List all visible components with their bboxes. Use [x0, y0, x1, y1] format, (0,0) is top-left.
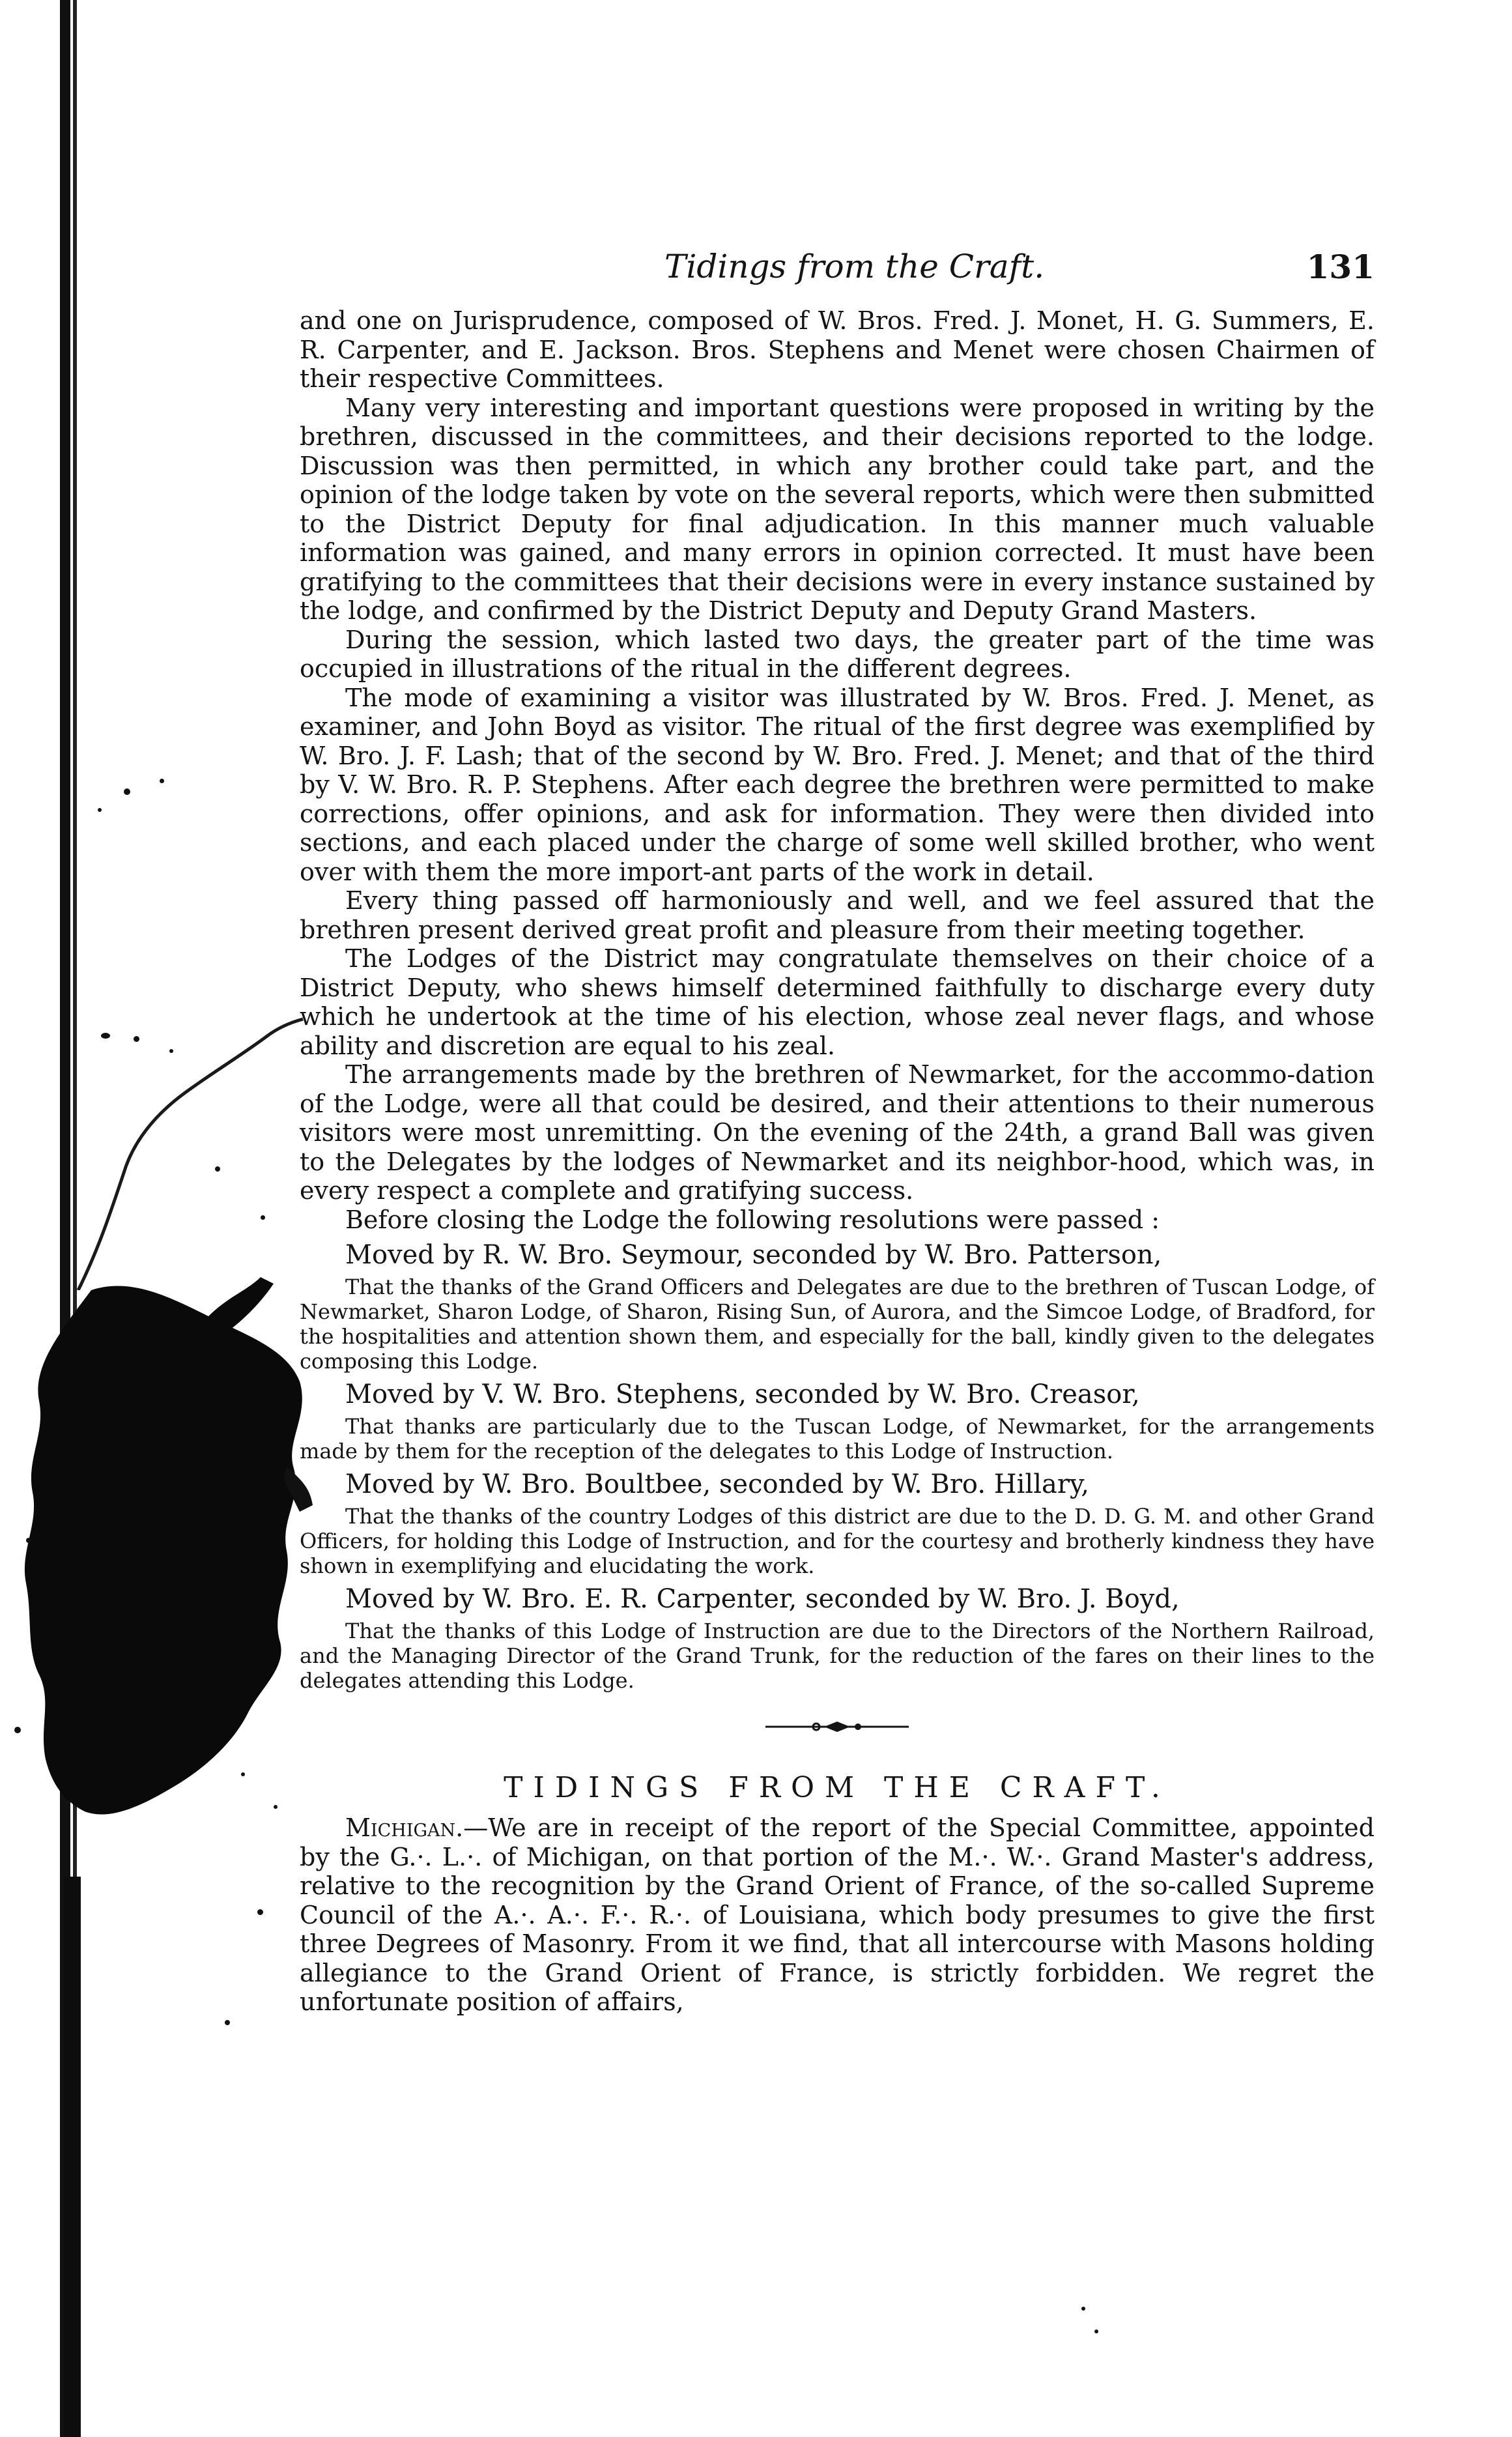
paragraph: The Lodges of the District may congratulate themselves on their choice of a District Deputy, who shews himself determined faithfully to discharge every duty which he undertook at the time of his election, whose zeal never flags, and whose ability and discretion are equal to his zeal.: [300, 944, 1375, 1060]
motion-resolution: That the thanks of the country Lodges of this district are due to the D. D. G. M. and other Grand Officers, for holding this Lodge of Instruction, and for the courtesy and brotherly kindness they have shown in exemplifying and elucidating the work.: [300, 1504, 1375, 1578]
paragraph: The mode of examining a visitor was illustrated by W. Bros. Fred. J. Menet, as examiner, and John Boyd as visitor. The ritual of the first degree was exemplified by W. Bro. J. F. Lash; that of the second by W. Bro. Fred. J. Menet; and that of the third by V. W. Bro. R. P. Stephens. After each degree the brethren were permitted to make corrections, offer opinions, and ask for information. They were then divided into sections, and each placed under the charge of some well skilled brother, who went over with them the more import-ant parts of the work in detail.: [300, 683, 1375, 886]
section-text: —We are in receipt of the report of the Special Committee, appointed by the G.·. L.·. of Michigan, on that portion of the M.·. W.·. Grand Master's address, relative to the recognition by the Grand Orient of France, of the so-called Supreme Council of the A.·. A.·. F.·. R.·. of Louisiana, which body presumes to give the first three Degrees of Masonry. From it we find, that all intercourse with Masons holding allegiance to the Grand Orient of France, is strictly forbidden. We regret the unfortunate position of affairs,: [300, 1813, 1375, 2016]
paragraph: Every thing passed off harmoniously and well, and we feel assured that the brethren present derived great profit and pleasure from their meeting together.: [300, 886, 1375, 944]
paragraph: Before closing the Lodge the following resolutions were passed :: [345, 1205, 1160, 1234]
motion-resolution: That thanks are particularly due to the Tuscan Lodge, of Newmarket, for the arrangements made by them for the reception of the delegates to this Lodge of Instruction.: [300, 1414, 1375, 1464]
motion-resolution: That the thanks of the Grand Officers and Delegates are due to the brethren of Tuscan Lodge, of Newmarket, Sharon Lodge, of Sharon, Rising Sun, of Aurora, and the Simcoe Lodge, of Bradford, for the hospitalities and attention shown them, and especially for the ball, kindly given to the delegates composing this Lodge.: [300, 1275, 1375, 1374]
paragraph: The arrangements made by the brethren of Newmarket, for the accommo-dation of the Lodge, were all that could be desired, and their attentions to their numerous visitors were most unremitting. On the evening of the 24th, a grand Ball was given to the Delegates by the lodges of Newmarket and its neighbor-hood, which was, in every respect a complete and gratifying success.: [300, 1060, 1375, 1205]
ornamental-divider: [759, 1719, 915, 1735]
running-title: Tidings from the Craft.: [664, 248, 1045, 285]
article-body: [300, 306, 1375, 1693]
motion-mover: Moved by W. Bro. Boultbee, seconded by W. Bro. Hillary,: [345, 1469, 1089, 1499]
paragraph: Many very interesting and important questions were proposed in writing by the brethren, discussed in the committees, and their decisions reported to the lodge. Discussion was then permitted, in which any brother could take part, and the opinion of the lodge taken by vote on the several reports, which were then submitted to the District Deputy for final adjudication. In this manner much valuable information was gained, and many errors in opinion corrected. It must have been gratifying to the committees that their decisions were in every instance sustained by the lodge, and confirmed by the District Deputy and Deputy Grand Masters.: [300, 393, 1375, 625]
motion-resolution: That the thanks of this Lodge of Instruction are due to the Directors of the Northern Railroad, and the Managing Director of the Grand Trunk, for the reduction of the fares on their lines to the delegates attending this Lodge.: [300, 1619, 1375, 1693]
motion-mover: Moved by V. W. Bro. Stephens, seconded by W. Bro. Creasor,: [345, 1379, 1140, 1409]
motion-mover: Moved by R. W. Bro. Seymour, seconded by W. Bro. Patterson,: [345, 1240, 1162, 1270]
section-heading: TIDINGS FROM THE CRAFT.: [504, 1771, 1171, 1804]
ink-stain-artifact: [13, 1271, 313, 1831]
crease-line-artifact: [72, 1017, 306, 1290]
running-head: [300, 248, 1375, 306]
scan-margin-artifact: [0, 0, 78, 2437]
page-number: 131: [1306, 248, 1375, 286]
paragraph: [300, 1813, 1375, 2017]
section-lead: Michigan.: [345, 1813, 464, 1842]
paragraph: During the session, which lasted two days, the greater part of the time was occupied in illustrations of the ritual in the different degrees.: [300, 625, 1375, 683]
section-body: [300, 1813, 1375, 2017]
page-content: [300, 248, 1375, 2017]
paragraph: and one on Jurisprudence, composed of W. Bros. Fred. J. Monet, H. G. Summers, E. R. Carpenter, and E. Jackson. Bros. Stephens and Menet were chosen Chairmen of their respective Committees.: [300, 306, 1375, 393]
motion-mover: Moved by W. Bro. E. R. Carpenter, seconded by W. Bro. J. Boyd,: [345, 1584, 1180, 1614]
